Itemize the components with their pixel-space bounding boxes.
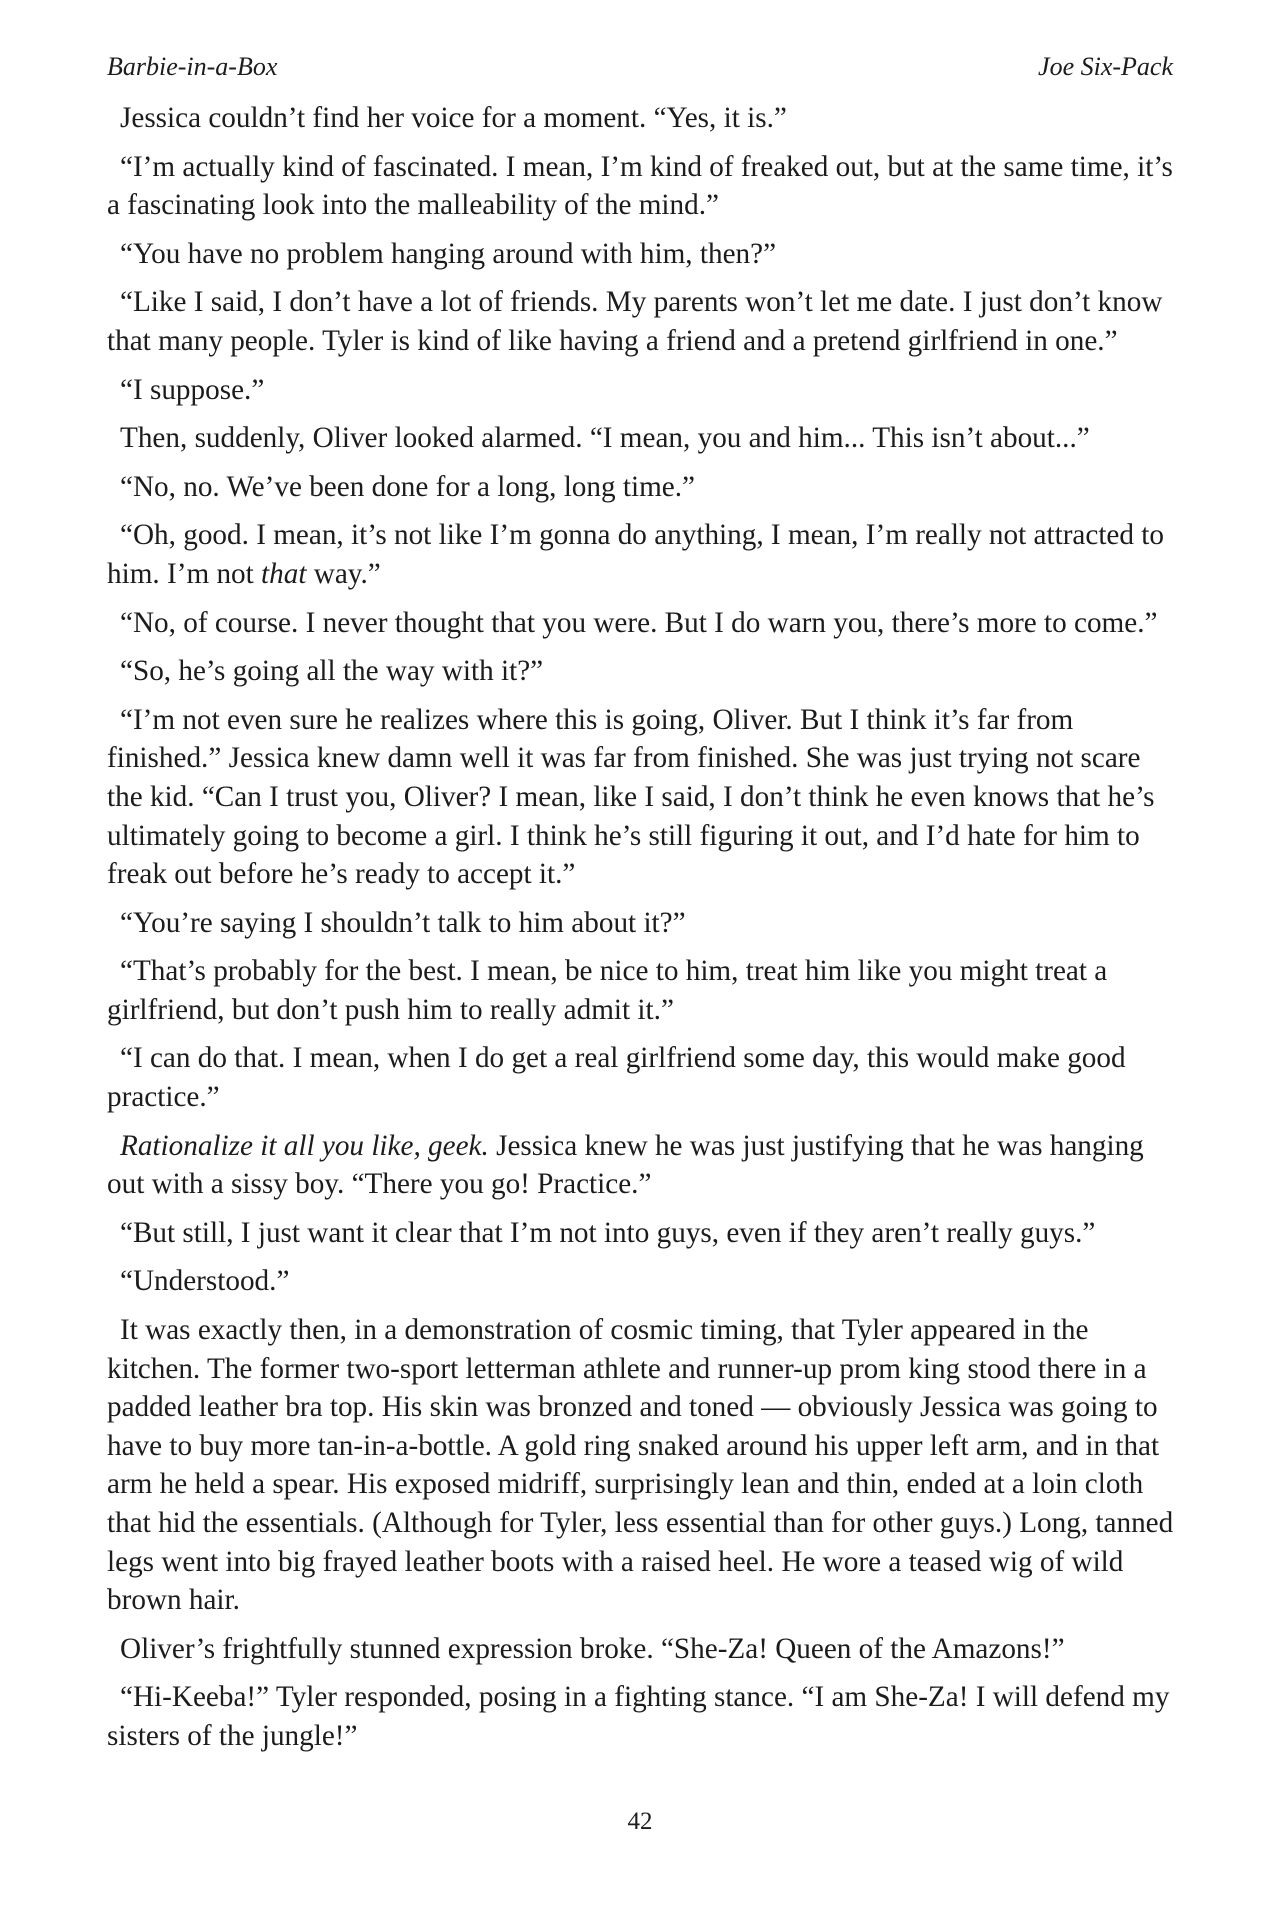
paragraph: “That’s probably for the best. I mean, be nice to him, treat him like you might treat a girlfriend, but don’t push him to really admit it.”: [107, 955, 1108, 1026]
header-book-title: Barbie-in-a-Box: [107, 52, 278, 81]
paragraph: “You have no problem hanging around with him, then?”: [120, 237, 777, 270]
paragraph: “I’m not even sure he realizes where this is going, Oliver. But I think it’s far from finished.” Jessica knew damn well it was far from finished. She was just trying not scare the kid. “Can I trust you, Oliver? I mean, like I said, I don’t think he even knows that he’s ultimately going to become a girl. I think he’s still figuring it out, and I’d hate for him to freak out before he’s ready to accept it.”: [107, 703, 1155, 891]
paragraph: “So, he’s going all the way with it?”: [120, 655, 544, 688]
page-number: 42: [627, 1808, 653, 1835]
paragraph: Jessica couldn’t find her voice for a moment. “Yes, it is.”: [120, 102, 787, 134]
body-text: [107, 99, 1177, 1766]
paragraph: “No, of course. I never thought that you were. But I do warn you, there’s more to come.”: [120, 606, 1158, 639]
emphasis-text: that: [261, 557, 307, 590]
paragraph: “No, no. We’ve been done for a long, long time.”: [120, 470, 696, 503]
paragraph: “Like I said, I don’t have a lot of friends. My parents won’t let me date. I just don’t know that many people. Tyler is kind of like having a friend and a pretend girlfriend in one.”: [107, 286, 1163, 357]
paragraph: “You’re saying I shouldn’t talk to him about it?”: [120, 906, 686, 939]
paragraph: “Hi-Keeba!” Tyler responded, posing in a fighting stance. “I am She-Za! I will defend my sisters of the jungle!”: [107, 1681, 1170, 1752]
paragraph: Then, suddenly, Oliver looked alarmed. “I mean, you and him... This isn’t about...”: [120, 422, 1090, 455]
paragraph: “But still, I just want it clear that I’m not into guys, even if they aren’t really guys.”: [120, 1216, 1096, 1249]
italic-thought: Rationalize it all you like, geek.: [120, 1129, 489, 1162]
paragraph-text: “Oh, good. I mean, it’s not like I’m gonna do anything, I mean, I’m really not attracted to him. I’m not: [107, 519, 1164, 590]
paragraph: It was exactly then, in a demonstration of cosmic timing, that Tyler appeared in the kitchen. The former two-sport letterman athlete and runner-up prom king stood there in a padded leather bra top. His skin was bronzed and toned — obviously Jessica was going to have to buy more tan-in-a-bottle. A gold ring snaked around his upper left arm, and in that arm he held a spear. His exposed midriff, surprisingly lean and thin, ended at a loin cloth that hid the essentials. (Although for Tyler, less essential than for other guys.) Long, tanned legs went into big frayed leather boots with a raised heel. He wore a teased wig of wild brown hair.: [107, 1314, 1174, 1617]
header-chapter-title: Joe Six-Pack: [1038, 52, 1173, 81]
paragraph: Oliver’s frightfully stunned expression broke. “She-Za! Queen of the Amazons!”: [120, 1632, 1065, 1665]
paragraph: “Understood.”: [120, 1265, 290, 1298]
paragraph: [107, 1127, 1177, 1204]
running-header: [107, 50, 1173, 84]
paragraph: “I’m actually kind of fascinated. I mean, I’m kind of freaked out, but at the same time, it’s a fascinating look into the malleability of the mind.”: [107, 150, 1173, 222]
paragraph-text: Jessica knew he was just justifying that he was hanging out with a sissy boy. “There you go! Practice.”: [107, 1129, 1144, 1201]
paragraph: [107, 516, 1177, 593]
paragraph: “I suppose.”: [120, 373, 265, 406]
paragraph: “I can do that. I mean, when I do get a real girlfriend some day, this would make good practice.”: [107, 1042, 1126, 1114]
paragraph-text: way.”: [306, 557, 381, 590]
